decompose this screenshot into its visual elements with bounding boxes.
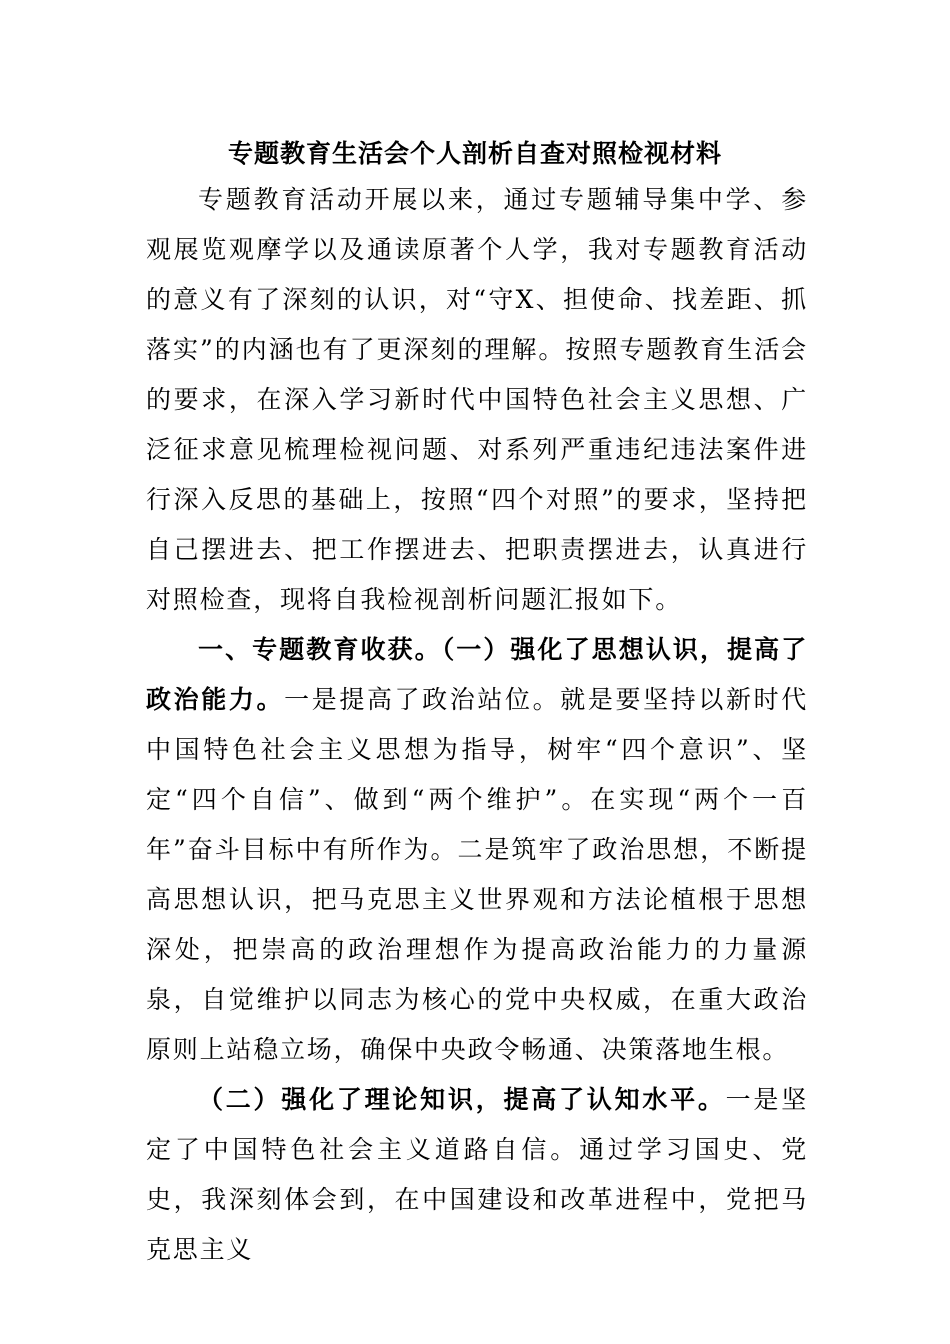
intro-paragraph: 专题教育活动开展以来，通过专题辅导集中学、参观展览观摩学以及通读原著个人学，我对专题教育活动的意义有了深刻的认识，对“守X、担使命、找差距、抓落实”的内涵也有了更深刻的理解。按照专题教育生活会的要求，在深入学习新时代中国特色社会主义思想、广泛征求意见梳理检视问题、对系列严重违纪违法案件进行深入反思的基础上，按照“四个对照”的要求，坚持把自己摆进去、把工作摆进去、把职责摆进去，认真进行对照检查，现将自我检视剖析问题汇报如下。 xyxy=(146,185,808,614)
section-1-text: 一是提高了政治站位。就是要坚持以新时代中国特色社会主义思想为指导，树牢“四个意识”、坚定“四个自信”、做到“两个维护”。在实现“两个一百年”奋斗目标中有所作为。二是筑牢了政治思想，不断提高思想认识，把马克思主义世界观和方法论植根于思想深处，把崇高的政治理想作为提高政治能力的力量源泉，自觉维护以同志为核心的党中央权威，在重大政治原则上站稳立场，确保中央政令畅通、决策落地生根。 xyxy=(146,685,808,1064)
section-1-paragraph xyxy=(146,625,808,1075)
document-body xyxy=(146,175,808,1275)
section-2-paragraph xyxy=(146,1075,808,1275)
section-1-heading: 一、专题教育收获。（一）强化了思想认识，提高了政治能力。 xyxy=(146,635,808,714)
document-title: 专题教育生活会个人剖析自查对照检视材料 xyxy=(227,139,722,168)
section-2-text: 一是坚定了中国特色社会主义道路自信。通过学习国史、党史，我深刻体会到，在中国建设和改革进程中，党把马克思主义 xyxy=(146,1085,808,1264)
section-2-heading: （二）强化了理论知识，提高了认知水平。 xyxy=(198,1085,726,1114)
